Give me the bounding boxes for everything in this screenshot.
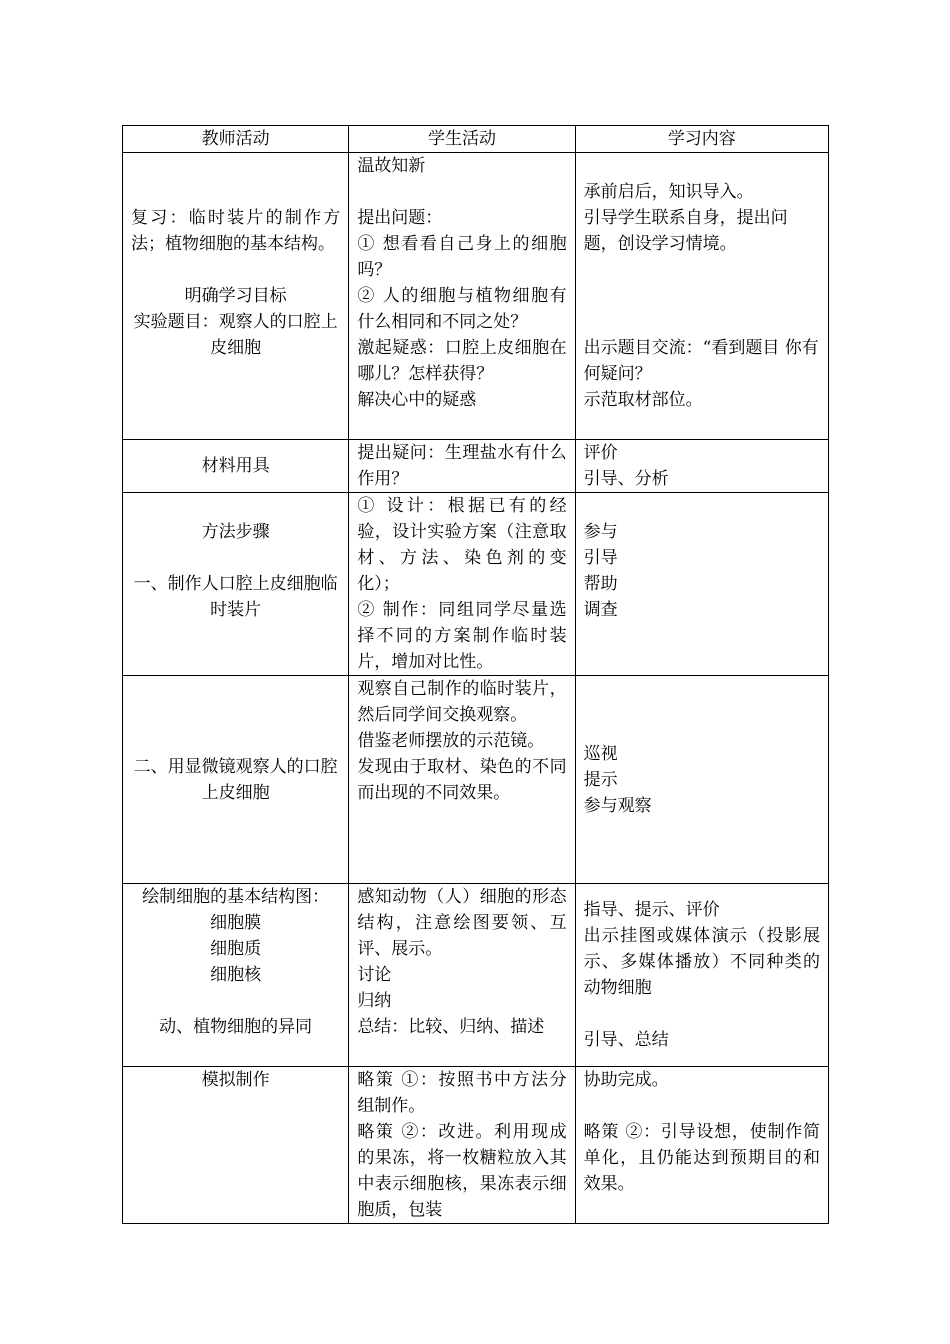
cell-line: 巡视	[583, 743, 618, 764]
content-cell	[575, 153, 828, 440]
cell-line: ② 人的细胞与植物细胞有什么相同和不同之处？	[357, 286, 567, 332]
content-cell	[575, 440, 828, 493]
cell-line: 略策 ②：改进。利用现成的果冻，将一枚糖粒放入其中表示细胞核，果冻表示细胞质，包装	[357, 1122, 567, 1220]
cell-line: 细胞核	[210, 965, 262, 985]
cell-line: ② 制作：同组同学尽量选择不同的方案制作临时装片，增加对比性。	[357, 600, 567, 672]
cell-line: 参与观察	[583, 795, 652, 816]
lesson-plan-table	[122, 125, 829, 1224]
header-student-activity: 学生活动	[349, 126, 575, 153]
cell-line: 引导、总结	[583, 1030, 669, 1050]
cell-line: 绘制细胞的基本结构图：	[142, 887, 330, 907]
review-text: 复习：临时装片的制作方法；植物细胞的基本结构。	[131, 208, 341, 254]
cell-line: 动、植物细胞的异同	[159, 1017, 313, 1037]
table-row	[123, 1067, 829, 1224]
cell-line: 调查	[583, 600, 618, 620]
student-cell	[349, 676, 575, 884]
teacher-cell	[123, 884, 349, 1067]
content-cell	[575, 1067, 828, 1224]
student-cell	[349, 153, 575, 440]
cell-line: 指导、提示、评价	[583, 900, 720, 920]
student-cell	[349, 1067, 575, 1224]
cell-line: 帮助	[583, 574, 618, 594]
table-header-row	[123, 126, 829, 153]
cell-line: 提示	[583, 769, 618, 790]
cell-line: 细胞膜	[210, 913, 262, 933]
objective-text: 明确学习目标	[184, 286, 287, 306]
cell-line: 借鉴老师摆放的示范镜。	[357, 731, 545, 751]
cell-line: 材料用具	[201, 456, 270, 476]
cell-line: 方法步骤	[201, 522, 270, 542]
teacher-cell	[123, 153, 349, 440]
header-teacher-activity: 教师活动	[123, 126, 349, 153]
content-cell	[575, 493, 828, 676]
teacher-cell	[123, 493, 349, 676]
cell-line: ① 设计：根据已有的经验，设计实验方案（注意取材、方法、染色剂的变化）；	[357, 496, 567, 594]
cell-line: 观察自己制作的临时装片，然后同学间交换观察。	[357, 679, 567, 725]
cell-line: 总结：比较、归纳、描述	[357, 1017, 545, 1037]
cell-line: 略策 ②：引导设想，使制作简单化，且仍能达到预期目的和效果。	[583, 1122, 820, 1194]
cell-line: 一、制作人口腔上皮细胞临时装片	[133, 574, 338, 620]
cell-line: 引导学生联系自身，提出问题，创设学习情境。	[583, 208, 788, 254]
cell-line: ① 想看看自己身上的细胞吗？	[357, 234, 567, 280]
cell-line: 温故知新	[357, 156, 426, 176]
cell-line: 引导	[583, 548, 618, 568]
cell-line: 感知动物（人）细胞的形态结构，注意绘图要领、互评、展示。	[357, 887, 567, 959]
cell-line: 讨论	[357, 965, 392, 985]
cell-line: 出示题目交流：“看到题目 你有何疑问？	[583, 338, 819, 384]
cell-line: 归纳	[357, 991, 392, 1011]
cell-line: 承前启后，知识导入。	[583, 182, 754, 202]
cell-line: 评价	[583, 443, 618, 463]
cell-line: 激起疑惑：口腔上皮细胞在哪儿？怎样获得？	[357, 338, 567, 384]
table-row	[123, 440, 829, 493]
experiment-title-text: 实验题目：观察人的口腔上皮细胞	[133, 312, 338, 358]
cell-line: 协助完成。	[583, 1070, 669, 1090]
table-row	[123, 153, 829, 440]
cell-line: 提出疑问：生理盐水有什么作用？	[357, 443, 567, 489]
content-cell	[575, 884, 828, 1067]
teacher-cell	[123, 1067, 349, 1224]
student-cell	[349, 440, 575, 493]
teacher-cell	[123, 440, 349, 493]
cell-line: 示范取材部位。	[583, 390, 703, 410]
content-cell	[575, 676, 828, 884]
cell-line: 参与	[583, 522, 618, 542]
teacher-cell	[123, 676, 349, 884]
cell-line: 模拟制作	[201, 1070, 270, 1090]
cell-line: 引导、分析	[583, 469, 669, 489]
cell-line: 出示挂图或媒体演示（投影展示、多媒体播放）不同种类的动物细胞	[583, 926, 820, 998]
header-learning-content: 学习内容	[575, 126, 828, 153]
cell-line: 解决心中的疑惑	[357, 390, 477, 410]
cell-line: 细胞质	[210, 939, 262, 959]
table-row	[123, 493, 829, 676]
table-row	[123, 676, 829, 884]
cell-line: 提出问题：	[357, 208, 443, 228]
cell-line: 略策 ①：按照书中方法分组制作。	[357, 1070, 567, 1116]
cell-line: 发现由于取材、染色的不同而出现的不同效果。	[357, 757, 567, 803]
student-cell	[349, 493, 575, 676]
table-row	[123, 884, 829, 1067]
cell-line: 二、用显微镜观察人的口腔上皮细胞	[133, 756, 338, 803]
student-cell	[349, 884, 575, 1067]
